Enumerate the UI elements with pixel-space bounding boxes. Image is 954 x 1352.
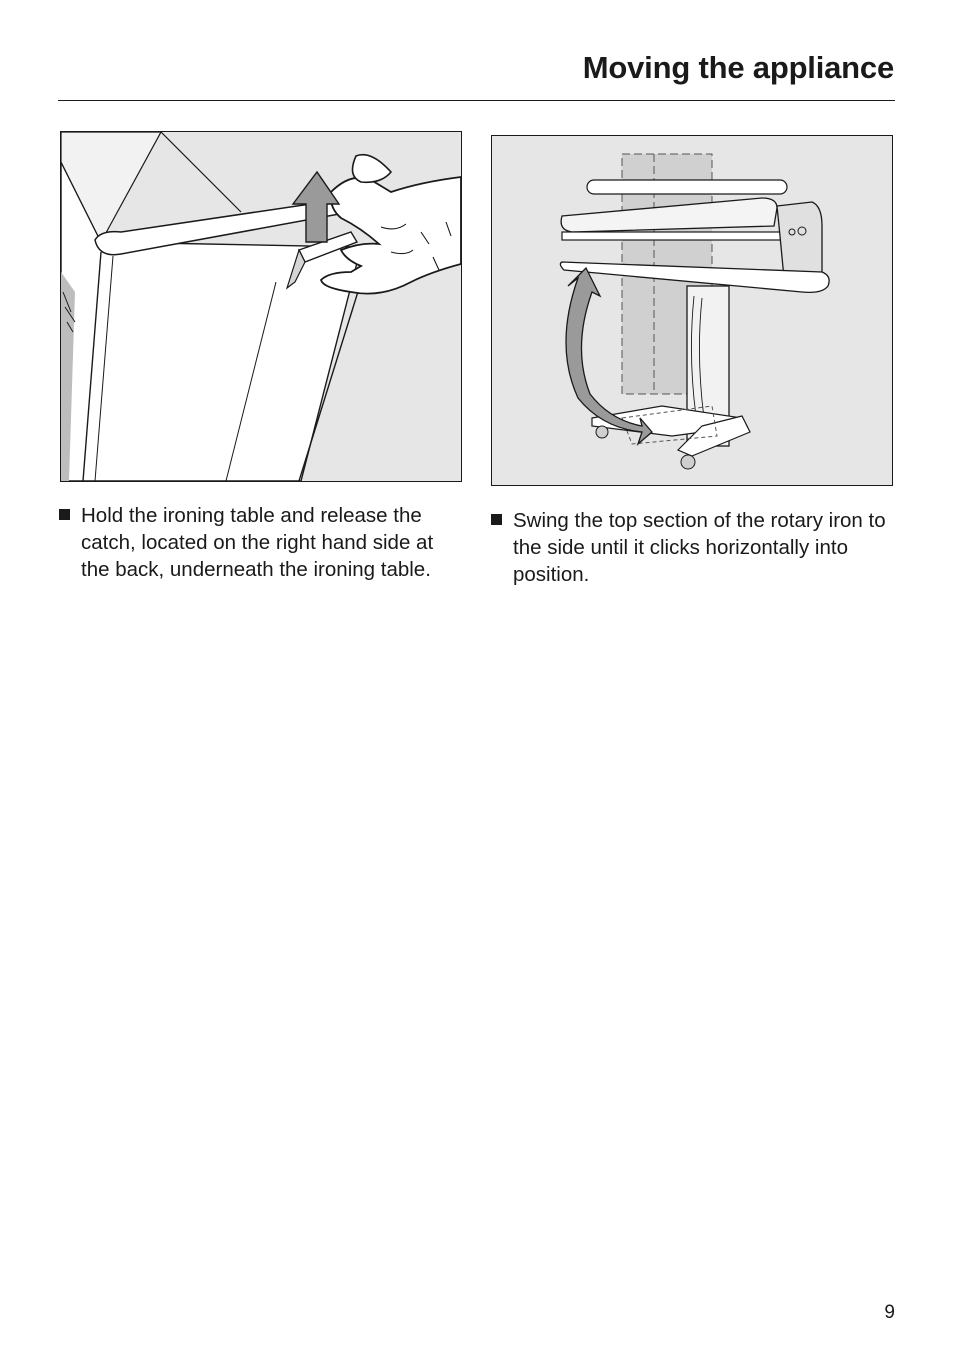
catch-release-drawing xyxy=(61,132,461,481)
rotary-iron-swing-illustration xyxy=(491,135,893,486)
catch-release-illustration xyxy=(60,131,462,482)
rotary-iron-drawing xyxy=(492,136,892,485)
step-text: Swing the top section of the rotary iron to the side until it clicks horizontally into position. xyxy=(513,509,886,586)
instruction-step-swing-top xyxy=(489,507,889,588)
page-number: 9 xyxy=(884,1302,895,1323)
title-divider xyxy=(58,100,895,101)
step-text: Hold the ironing table and release the catch, located on the right hand side at the back, underneath the ironing table. xyxy=(81,504,434,581)
bullet-icon xyxy=(491,514,502,525)
instruction-step-release-catch xyxy=(57,502,467,583)
bullet-icon xyxy=(59,509,70,520)
page-title: Moving the appliance xyxy=(582,50,894,85)
